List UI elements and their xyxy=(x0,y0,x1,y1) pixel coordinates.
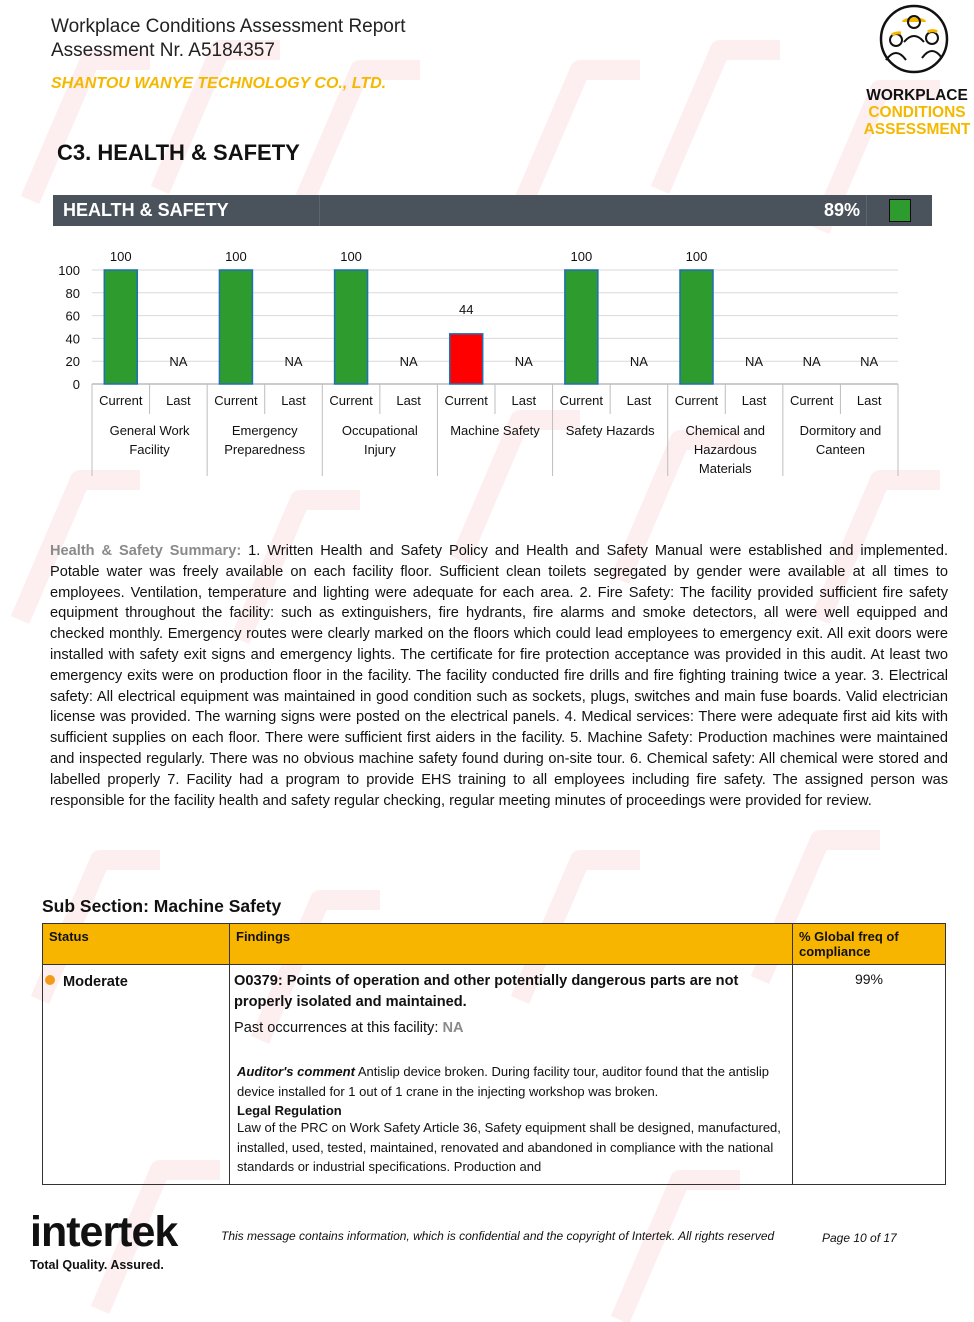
bar-value-label: 100 xyxy=(225,249,247,264)
y-tick-label: 80 xyxy=(65,285,80,301)
bar-value-label: 44 xyxy=(458,301,474,317)
bar-current xyxy=(219,270,252,384)
page-number: Page 10 of 17 xyxy=(822,1231,897,1245)
intertek-tagline: Total Quality. Assured. xyxy=(30,1258,164,1272)
bar-value-label: 100 xyxy=(109,249,132,264)
findings-cell xyxy=(230,965,793,1185)
bar-current xyxy=(335,270,368,384)
finding-text: O0379: Points of operation and other potentially dangerous parts are not properly isolated and maintained. xyxy=(234,973,739,1010)
past-occurrences-label: Past occurrences at this facility: xyxy=(234,1020,439,1036)
status-square xyxy=(889,199,911,222)
x-sub-label: Last xyxy=(856,393,882,408)
x-sub-label: Last xyxy=(281,393,306,408)
health-safety-summary xyxy=(50,541,948,811)
bar-value-label: 100 xyxy=(570,249,593,264)
table-row xyxy=(43,965,946,1185)
table-header-row xyxy=(43,924,946,965)
score-bar-divider xyxy=(866,195,867,226)
bar-value-label: NA xyxy=(514,354,533,370)
x-category-label: Canteen xyxy=(815,442,866,457)
bar-current xyxy=(680,270,713,384)
x-sub-label: Current xyxy=(214,393,258,408)
x-sub-label: Current xyxy=(329,393,373,408)
assessment-number: Assessment Nr. A5184357 xyxy=(51,40,275,61)
bar-value-label: NA xyxy=(860,354,879,370)
bar-value-label: 100 xyxy=(685,249,708,264)
logo-line-3: ASSESSMENT xyxy=(863,121,971,138)
y-tick-label: 60 xyxy=(65,308,80,324)
x-sub-label: Last xyxy=(626,393,652,408)
report-title: Workplace Conditions Assessment Report xyxy=(51,16,406,37)
score-bar-label: HEALTH & SAFETY xyxy=(63,200,229,220)
score-bar xyxy=(53,195,932,226)
x-sub-label: Last xyxy=(741,393,767,408)
bar-current xyxy=(450,334,483,384)
score-percent: 89% xyxy=(823,200,860,220)
x-sub-label: Current xyxy=(789,393,834,408)
findings-table xyxy=(42,923,946,1185)
logo-line-2: CONDITIONS xyxy=(868,104,966,121)
x-category-label: Chemical and xyxy=(685,423,766,438)
x-category-label: Emergency xyxy=(231,423,298,438)
legal-regulation-text: Law of the PRC on Work Safety Article 36, Safety equipment shall be designed, manufactured, installed, used, tested, maintained, renovated and abandoned in compliance with the national standards or industrial specifications. Production and xyxy=(237,1120,781,1174)
logo-line-1: WORKPLACE xyxy=(866,87,968,104)
column-header-status: Status xyxy=(43,924,230,965)
x-sub-label: Current xyxy=(444,393,488,408)
auditor-comment-label: Auditor's comment xyxy=(237,1064,355,1079)
x-sub-label: Last xyxy=(511,393,537,408)
bar-value-label: NA xyxy=(169,354,188,370)
bar-value-label: NA xyxy=(629,354,648,370)
y-tick-label: 40 xyxy=(65,331,80,347)
x-category-label: Occupational xyxy=(341,423,418,438)
x-sub-label: Current xyxy=(674,393,719,408)
status-dot-icon xyxy=(45,975,55,985)
score-bar-divider xyxy=(319,195,320,226)
y-tick-label: 100 xyxy=(58,263,80,278)
bar-value-label: NA xyxy=(745,354,764,370)
summary-label: Health & Safety Summary: xyxy=(50,543,242,559)
x-sub-label: Last xyxy=(166,393,191,408)
bar-value-label: NA xyxy=(399,354,418,370)
bar-current xyxy=(104,270,137,384)
auditor-comment xyxy=(234,1062,788,1101)
x-category-label: Hazardous xyxy=(693,442,757,457)
subsection-title: Sub Section: Machine Safety xyxy=(42,896,282,916)
health-safety-chart xyxy=(0,236,974,486)
company-name: SHANTOU WANYE TECHNOLOGY CO., LTD. xyxy=(51,75,387,92)
column-header-findings: Findings xyxy=(230,924,793,965)
x-category-label: Machine Safety xyxy=(450,423,540,438)
x-category-label: Materials xyxy=(698,461,752,476)
bar-value-label: NA xyxy=(802,354,821,370)
column-header-global-freq: % Global freq of compliance xyxy=(793,924,946,965)
legal-regulation-heading: Legal Regulation xyxy=(237,1103,342,1118)
bar-current xyxy=(565,270,598,384)
x-category-label: Safety Hazards xyxy=(565,423,655,438)
x-sub-label: Current xyxy=(99,393,143,408)
past-occurrences-value: NA xyxy=(442,1020,464,1036)
bar-value-label: 100 xyxy=(340,249,362,264)
bar-value-label: NA xyxy=(284,354,303,370)
x-category-label: Facility xyxy=(129,442,170,457)
x-sub-label: Last xyxy=(396,393,421,408)
y-tick-label: 20 xyxy=(65,354,80,370)
confidential-note: This message contains information, which is confidential and the copyright of Intertek. All rights reserved xyxy=(221,1229,775,1243)
global-freq-value: 99% xyxy=(793,965,946,1185)
status-cell xyxy=(43,965,230,1185)
summary-text: 1. Written Health and Safety Policy and Health and Safety Manual were established and implemented. Potable water was freely available on each facility floor. Sufficient clean toilets segregated by gender were available at all times to employees. Ventilation, temperature and lighting were adequate for each area. 2. Fire Safety: The facility provided sufficient fire safety equipment throughout the facility: such as extinguishers, fire hydrants, fire alarms and smoke detectors, all were well equipped and checked monthly. Emergency routes were clearly marked on the floors which could lead employees to emergency exit. All exit doors were installed with safety exit signs and emergency lights. The certificate for fire protection acceptance was provided in this audit. At least two emergency exits were on production floor in the facility. The facility conducted fire drills and fire fighting training twice a year. 3. Electrical safety: All electrical equipment was maintained in good condition such as sockets, plugs, switches and main fuse boards. Valid electrician license was provided. The warning signs were posted on the electrical panels. 4. Medical services: There were adequate first aid kits with sufficient supplies on each floor. There were sufficient first aiders in the facility. 5. Machine Safety: Production machines were maintained and inspected regularly. There was no obvious machine safety found during on-site tour. 6. Chemical safety: All chemical were stored and labelled properly 7. Facility had a program to provide EHS training to all employees including fire safety. The assigned person was responsible for the facility health and safety regular checking, regular meeting minutes of proceedings were provided for review. xyxy=(50,543,949,809)
intertek-logo: intertek xyxy=(30,1208,178,1256)
x-category-label: General Work xyxy=(109,423,190,438)
x-category-label: Preparedness xyxy=(224,442,306,457)
past-occurrences xyxy=(234,1020,788,1036)
x-sub-label: Current xyxy=(559,393,604,408)
status-value: Moderate xyxy=(63,974,128,990)
people-icon xyxy=(862,2,972,82)
auditor-comment-text: Antislip device broken. During facility tour, auditor found that the antislip device installed for 1 out of 1 crane in the injecting workshop was broken. xyxy=(237,1064,770,1099)
wca-logo xyxy=(862,2,972,138)
x-category-label: Injury xyxy=(363,442,396,457)
section-title: C3. HEALTH & SAFETY xyxy=(57,140,300,165)
y-tick-label: 0 xyxy=(72,377,80,392)
x-category-label: Dormitory and xyxy=(799,423,882,438)
